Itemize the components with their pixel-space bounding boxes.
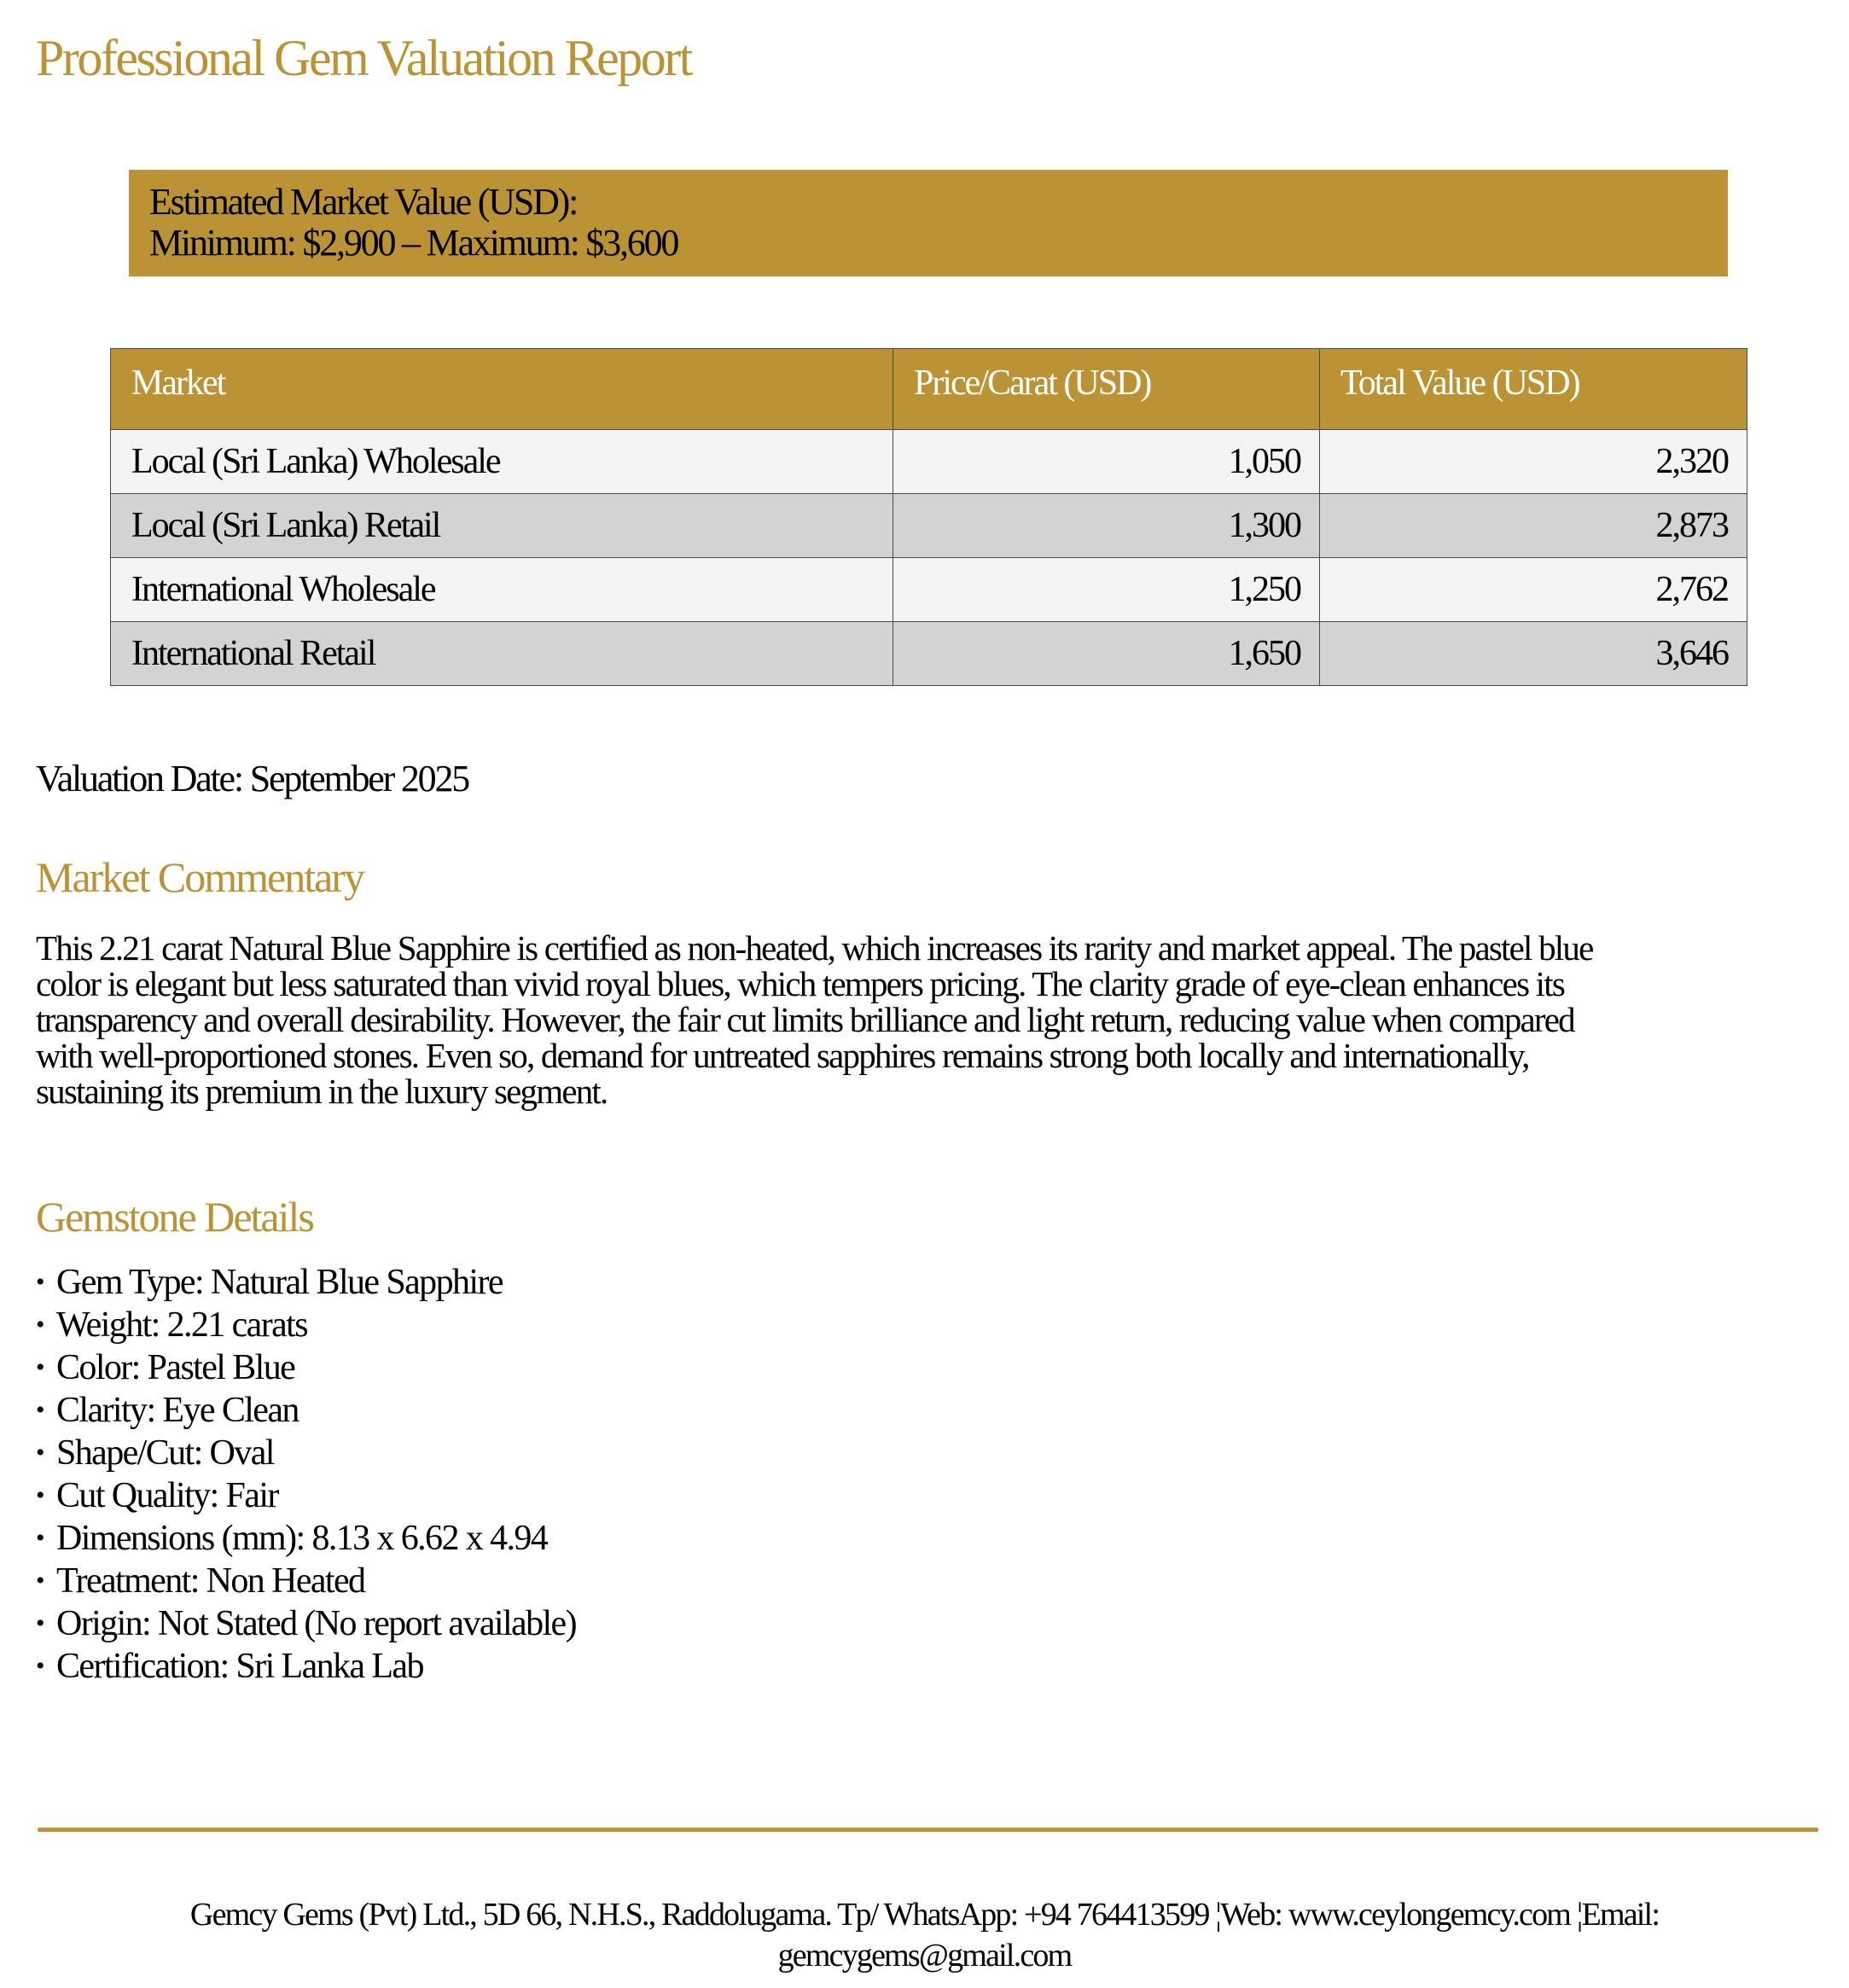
table-header-row	[111, 349, 1747, 430]
header-total-value: Total Value (USD)	[1320, 349, 1747, 430]
list-item	[36, 1560, 576, 1602]
bullet-icon: •	[36, 1481, 44, 1509]
estimated-value-banner	[129, 170, 1728, 276]
detail-text: Shape/Cut: Oval	[56, 1433, 274, 1473]
market-commentary-paragraph	[36, 930, 1828, 1109]
detail-text: Origin: Not Stated (No report available)	[56, 1604, 576, 1643]
list-item	[36, 1517, 576, 1560]
detail-text: Weight: 2.21 carats	[56, 1305, 307, 1345]
list-item	[36, 1602, 576, 1645]
bullet-icon: •	[36, 1609, 44, 1637]
commentary-line: color is elegant but less saturated than vivid royal blues, which tempers pricing. The clarity grade of eye-clean enhances its	[36, 964, 1565, 1003]
table-row	[111, 622, 1747, 686]
estimated-value-range: Minimum: $2,900 – Maximum: $3,600	[149, 222, 678, 264]
list-item	[36, 1432, 576, 1474]
commentary-line: This 2.21 carat Natural Blue Sapphire is certified as non-heated, which increases its rarity and market appeal. The pastel blue	[36, 928, 1593, 968]
detail-text: Certification: Sri Lanka Lab	[56, 1647, 423, 1686]
total-value-cell: 3,646	[1320, 622, 1747, 686]
detail-text: Gem Type: Natural Blue Sapphire	[56, 1263, 503, 1302]
bullet-icon: •	[36, 1567, 44, 1595]
list-item	[36, 1645, 576, 1688]
header-price-per-carat: Price/Carat (USD)	[893, 349, 1320, 430]
price-per-carat-cell: 1,300	[893, 494, 1320, 558]
report-title: Professional Gem Valuation Report	[36, 30, 691, 86]
price-per-carat-cell: 1,050	[893, 430, 1320, 494]
total-value-cell: 2,873	[1320, 494, 1747, 558]
total-value-cell: 2,320	[1320, 430, 1747, 494]
footer-address-line: Gemcy Gems (Pvt) Ltd., 5D 66, N.H.S., Raddolugama. Tp/ WhatsApp: +94 764413599 ¦Web: www.ceylongemcy.com ¦Email:	[189, 1897, 1660, 1933]
gemstone-details-heading: Gemstone Details	[36, 1193, 313, 1241]
bullet-icon: •	[36, 1652, 44, 1680]
list-item	[36, 1261, 576, 1304]
price-per-carat-cell: 1,650	[893, 622, 1320, 686]
list-item	[36, 1304, 576, 1346]
price-per-carat-cell: 1,250	[893, 558, 1320, 622]
market-cell: Local (Sri Lanka) Retail	[111, 494, 893, 558]
detail-text: Dimensions (mm): 8.13 x 6.62 x 4.94	[56, 1519, 548, 1558]
bullet-icon: •	[36, 1439, 44, 1467]
detail-text: Cut Quality: Fair	[56, 1476, 278, 1515]
commentary-line: sustaining its premium in the luxury segment.	[36, 1072, 608, 1111]
market-commentary-heading: Market Commentary	[36, 853, 363, 901]
bullet-icon: •	[36, 1268, 44, 1296]
market-value-table	[110, 348, 1747, 686]
footer-divider	[38, 1828, 1818, 1832]
gemstone-details-list	[36, 1261, 576, 1688]
list-item	[36, 1346, 576, 1389]
table-row	[111, 494, 1747, 558]
commentary-line: with well-proportioned stones. Even so, demand for untreated sapphires remains strong both locally and internationally,	[36, 1036, 1529, 1075]
detail-text: Treatment: Non Heated	[56, 1561, 365, 1601]
bullet-icon: •	[36, 1524, 44, 1552]
header-market: Market	[111, 349, 893, 430]
table-row	[111, 558, 1747, 622]
valuation-date: Valuation Date: September 2025	[36, 758, 469, 799]
table-row	[111, 430, 1747, 494]
bullet-icon: •	[36, 1353, 44, 1381]
market-cell: International Wholesale	[111, 558, 893, 622]
list-item	[36, 1474, 576, 1517]
total-value-cell: 2,762	[1320, 558, 1747, 622]
estimated-value-label: Estimated Market Value (USD):	[149, 181, 578, 223]
footer-contact	[0, 1894, 1849, 1976]
detail-text: Color: Pastel Blue	[56, 1348, 295, 1387]
market-cell: Local (Sri Lanka) Wholesale	[111, 430, 893, 494]
bullet-icon: •	[36, 1396, 44, 1424]
footer-email-line: gemcygems@gmail.com	[777, 1938, 1072, 1973]
list-item	[36, 1389, 576, 1432]
detail-text: Clarity: Eye Clean	[56, 1391, 299, 1430]
bullet-icon: •	[36, 1311, 44, 1339]
commentary-line: transparency and overall desirability. However, the fair cut limits brilliance and light return, reducing value when compared	[36, 1000, 1574, 1039]
market-cell: International Retail	[111, 622, 893, 686]
